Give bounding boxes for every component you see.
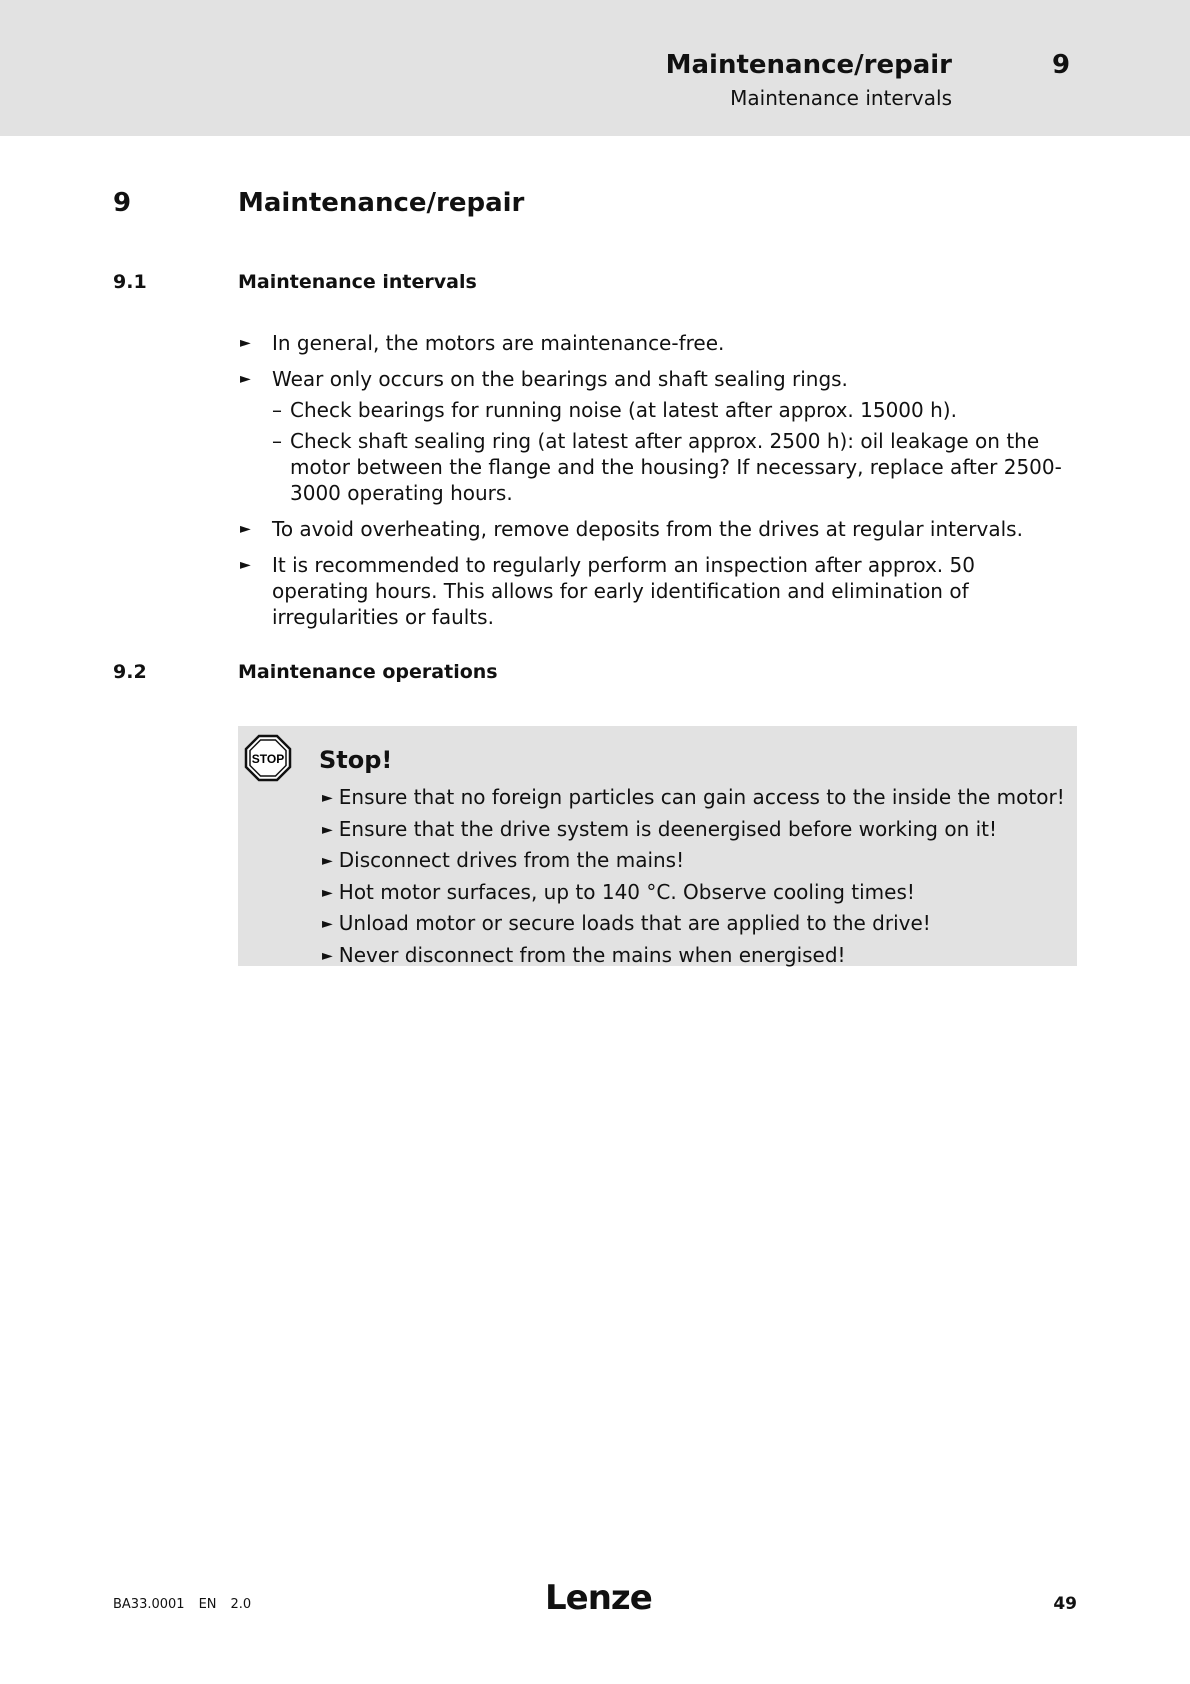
list-item: ► It is recommended to regularly perform an inspection after approx. 50 operating hours. This allows for early identification and elimination of irregularities or faults. — [240, 553, 975, 629]
sub-list-item: – Check shaft sealing ring (at latest after approx. 2500 h): oil leakage on the motor between the flange and the housing? If necessary, replace after 2500-3000 operating hours. — [272, 429, 1062, 505]
list-item: ► Wear only occurs on the bearings and shaft sealing rings. – Check bearings for running noise (at latest after approx. 15000 h). – Check shaft sealing ring (at latest after approx. 2500 h): oil leakage on the motor between the flange and the housing? If necessary, replace after 2500-3000 operating hours. — [238, 366, 1068, 506]
list-item: ► To avoid overheating, remove deposits from the drives at regular intervals. — [240, 517, 1023, 541]
triangle-bullet-icon: ► — [240, 335, 251, 351]
header-title: Maintenance/repair — [665, 50, 952, 80]
stop-item-list — [322, 782, 1065, 972]
subsection-title: Maintenance intervals — [238, 271, 477, 293]
triangle-bullet-icon: ► — [240, 371, 251, 387]
subsection-number: 9.2 — [113, 661, 147, 683]
stop-icon-label: STOP — [251, 752, 285, 766]
stop-item: ► Never disconnect from the mains when energised! — [322, 942, 846, 967]
stop-item: ► Hot motor surfaces, up to 140 °C. Observe cooling times! — [322, 879, 915, 904]
section-title: Maintenance/repair — [238, 188, 525, 218]
stop-warning-box — [238, 726, 1077, 966]
doc-language: EN — [198, 1597, 217, 1612]
header-chapter-number: 9 — [1052, 50, 1071, 80]
header-subtitle: Maintenance intervals — [730, 86, 952, 110]
triangle-bullet-icon: ► — [240, 557, 251, 573]
stop-item: ► Disconnect drives from the mains! — [322, 848, 685, 873]
page-header — [0, 0, 1190, 136]
page-number: 49 — [1053, 1594, 1077, 1614]
stop-item: ► Unload motor or secure loads that are applied to the drive! — [322, 911, 931, 936]
stop-title: Stop! — [319, 746, 393, 774]
stop-sign-icon — [244, 734, 292, 782]
maintenance-interval-list — [238, 330, 1068, 640]
triangle-bullet-icon: ► — [240, 521, 251, 537]
subsection-number: 9.1 — [113, 271, 147, 293]
list-item: ► In general, the motors are maintenance-free. — [240, 331, 725, 355]
doc-version: 2.0 — [230, 1597, 252, 1612]
stop-item: ► Ensure that no foreign particles can gain access to the inside the motor! — [322, 785, 1065, 809]
subsection-title: Maintenance operations — [238, 661, 498, 683]
sub-list-item: – Check bearings for running noise (at latest after approx. 15000 h). — [272, 398, 957, 422]
lenze-logo: Lenze — [545, 1578, 652, 1618]
doc-code: BA33.0001 — [113, 1597, 185, 1612]
footer-document-info — [113, 1597, 265, 1612]
stop-item: ► Ensure that the drive system is deenergised before working on it! — [322, 816, 998, 841]
section-number: 9 — [113, 188, 132, 218]
